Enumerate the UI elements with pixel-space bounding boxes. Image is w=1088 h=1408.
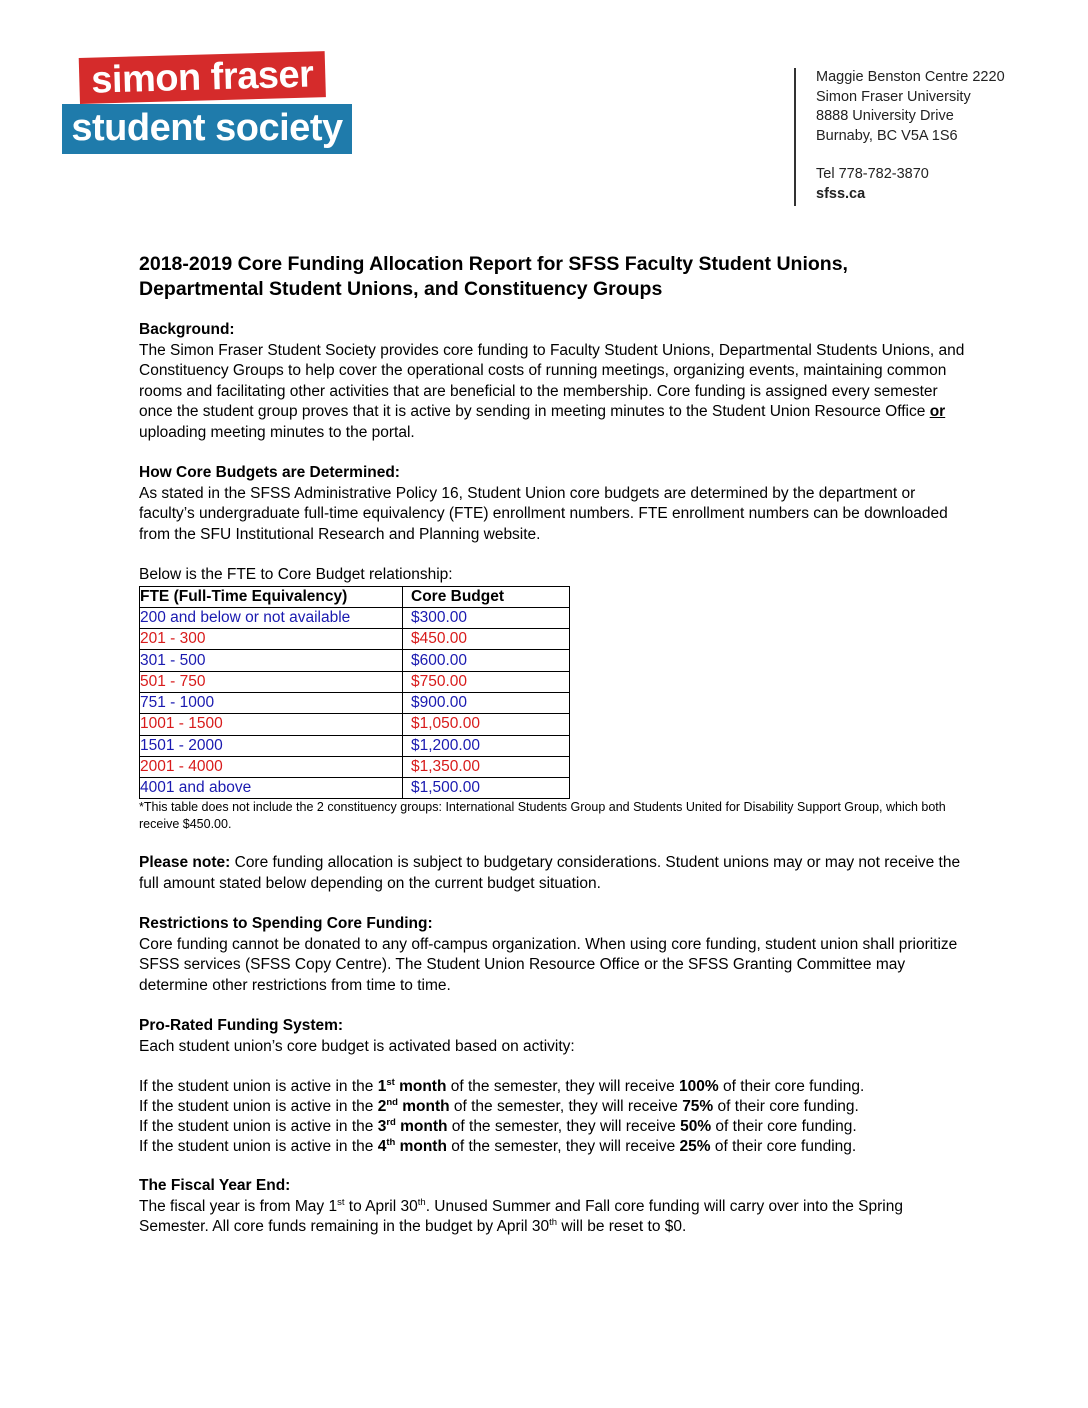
table-row — [140, 778, 570, 799]
line-text: If the student union is active in the — [139, 1117, 378, 1135]
fiscal-part: The fiscal year is from May 1 — [139, 1197, 338, 1215]
budget-cell: $450.00 — [403, 629, 570, 650]
ordinal-suffix: th — [386, 1136, 396, 1148]
how-section — [139, 463, 969, 545]
prorated-line — [139, 1117, 969, 1137]
month-word: month — [395, 1137, 447, 1155]
table-row — [140, 756, 570, 777]
header-fte: FTE (Full-Time Equivalency) — [140, 586, 403, 607]
header-budget: Core Budget — [403, 586, 570, 607]
table-row — [140, 735, 570, 756]
line-text: of their core funding. — [710, 1137, 857, 1155]
background-section — [139, 320, 969, 443]
background-text-part: The Simon Fraser Student Society provides core funding to Faculty Student Unions, Departmental Students Unions, and Constituency Groups to help cover the operational costs of running meetings, organizing events, maintaining common rooms and facilitating other activities that are beneficial to the membership. Core funding is assigned every semester once the student group proves that it is active by sending in meeting minutes to the Student Union Resource Office — [139, 341, 965, 420]
fte-range-cell: 301 - 500 — [140, 650, 403, 671]
fte-range-cell: 4001 and above — [140, 778, 403, 799]
month-number: 2 — [377, 1098, 387, 1116]
document-body — [139, 252, 969, 1238]
note-label: Please note: — [139, 854, 231, 872]
fte-table-section — [139, 565, 969, 833]
fte-range-cell: 201 - 300 — [140, 629, 403, 650]
logo-text-1: simon fraser — [90, 53, 314, 102]
budget-cell: $750.00 — [403, 671, 570, 692]
budget-cell: $600.00 — [403, 650, 570, 671]
fte-range-cell: 1501 - 2000 — [140, 735, 403, 756]
table-footnote: *This table does not include the 2 constituency groups: International Students Group and Students United for Disability Support Group, which both receive $450.00. — [139, 800, 946, 832]
section-heading: The Fiscal Year End: — [139, 1177, 291, 1195]
ordinal-suffix: th — [549, 1217, 558, 1229]
ordinal-suffix: th — [417, 1196, 426, 1208]
restrictions-text: Core funding cannot be donated to any off-campus organization. When using core funding, student union shall prioritize SFSS services (SFSS Copy Centre). The Student Union Resource Office or the SFSS Granting Committee may determine other restrictions from time to time. — [139, 935, 958, 994]
fiscal-part: . Unused Summer and Fall core funding will carry over into the Spring Semester. All core funds remaining in the budget by April 30 — [139, 1197, 903, 1236]
address-divider — [794, 68, 796, 206]
budget-cell: $1,050.00 — [403, 714, 570, 735]
prorated-line — [139, 1077, 969, 1097]
line-text: of the semester, they will receive — [449, 1098, 683, 1116]
prorated-section — [139, 1016, 969, 1156]
address-line: Burnaby, BC V5A 1S6 — [816, 127, 958, 144]
ordinal-suffix: st — [337, 1196, 345, 1208]
table-row — [140, 714, 570, 735]
line-text: of the semester, they will receive — [447, 1117, 681, 1135]
logo-line-student-society — [62, 104, 352, 154]
line-text: of their core funding. — [713, 1098, 859, 1116]
prorated-intro: Each student union’s core budget is activated based on activity: — [139, 1037, 575, 1055]
fte-range-cell: 751 - 1000 — [140, 692, 403, 713]
prorated-lines — [139, 1077, 969, 1156]
address-line: 8888 University Drive — [816, 108, 954, 124]
section-heading: How Core Budgets are Determined: — [139, 464, 400, 481]
address-line: Maggie Benston Centre 2220 — [816, 69, 1005, 85]
telephone: Tel 778-782-3870 — [816, 166, 929, 182]
ordinal-suffix: rd — [386, 1116, 396, 1128]
fiscal-section — [139, 1176, 969, 1238]
budget-cell: $1,350.00 — [403, 756, 570, 777]
budget-cell: $1,200.00 — [403, 735, 570, 756]
address-line: Simon Fraser University — [816, 88, 971, 105]
fte-range-cell: 2001 - 4000 — [140, 756, 403, 777]
prorated-line — [139, 1137, 969, 1157]
prorated-line — [139, 1097, 969, 1117]
month-word: month — [397, 1098, 450, 1116]
table-header-row — [140, 586, 570, 607]
month-number: 1 — [377, 1078, 387, 1096]
restrictions-section — [139, 914, 969, 996]
line-text: If the student union is active in the — [139, 1137, 378, 1155]
website-link[interactable]: sfss.ca — [816, 185, 866, 202]
percentage: 25% — [679, 1137, 711, 1155]
logo-text-2: student society — [71, 107, 343, 149]
note-text — [139, 853, 969, 894]
fiscal-part: to April 30 — [344, 1197, 418, 1215]
ordinal-suffix: st — [386, 1077, 395, 1089]
note-section — [139, 853, 969, 894]
percentage: 100% — [679, 1078, 719, 1096]
fte-range-cell: 200 and below or not available — [140, 607, 403, 628]
budget-cell: $300.00 — [403, 607, 570, 628]
fte-range-cell: 1001 - 1500 — [140, 714, 403, 735]
line-text: If the student union is active in the — [139, 1098, 378, 1116]
table-row — [140, 692, 570, 713]
line-text: of their core funding. — [711, 1117, 857, 1135]
percentage: 50% — [680, 1117, 712, 1135]
ordinal-suffix: nd — [386, 1097, 398, 1109]
budget-cell: $1,500.00 — [403, 778, 570, 799]
table-row — [140, 671, 570, 692]
line-text: If the student union is active in the — [139, 1078, 378, 1096]
table-row — [140, 650, 570, 671]
fte-budget-table — [139, 586, 570, 800]
line-text: of the semester, they will receive — [446, 1137, 680, 1155]
background-text-part: uploading meeting minutes to the portal. — [139, 423, 415, 441]
fte-range-cell: 501 - 750 — [140, 671, 403, 692]
line-text: of their core funding. — [718, 1078, 865, 1096]
line-text: of the semester, they will receive — [446, 1078, 680, 1096]
percentage: 75% — [682, 1098, 714, 1116]
month-number: 3 — [377, 1117, 387, 1135]
fiscal-text — [139, 1197, 969, 1238]
page-title: 2018-2019 Core Funding Allocation Report for SFSS Faculty Student Unions, Departmental Student Unions, and Constituency Groups — [139, 253, 848, 300]
month-word: month — [394, 1078, 447, 1096]
month-number: 4 — [377, 1137, 387, 1155]
address-block — [816, 68, 1005, 204]
fiscal-part: will be reset to $0. — [557, 1218, 687, 1236]
emphasis-or: or — [929, 403, 946, 420]
table-row — [140, 629, 570, 650]
budget-cell: $900.00 — [403, 692, 570, 713]
background-text — [139, 341, 969, 444]
note-body: Core funding allocation is subject to budgetary considerations. Student unions may or may not receive the full amount stated below depending on the current budget situation. — [139, 854, 961, 892]
section-heading: Background: — [139, 321, 235, 338]
month-word: month — [395, 1117, 448, 1135]
section-heading: Restrictions to Spending Core Funding: — [139, 915, 433, 933]
how-text: As stated in the SFSS Administrative Policy 16, Student Union core budgets are determined by the department or faculty’s undergraduate full-time equivalency (FTE) enrollment numbers. FTE enrollment numbers can be downloaded from the SFU Institutional Research and Planning website. — [139, 484, 948, 543]
table-row — [140, 607, 570, 628]
section-heading: Pro-Rated Funding System: — [139, 1017, 344, 1035]
logo-line-simon-fraser — [79, 51, 326, 104]
table-intro: Below is the FTE to Core Budget relationship: — [139, 566, 453, 583]
